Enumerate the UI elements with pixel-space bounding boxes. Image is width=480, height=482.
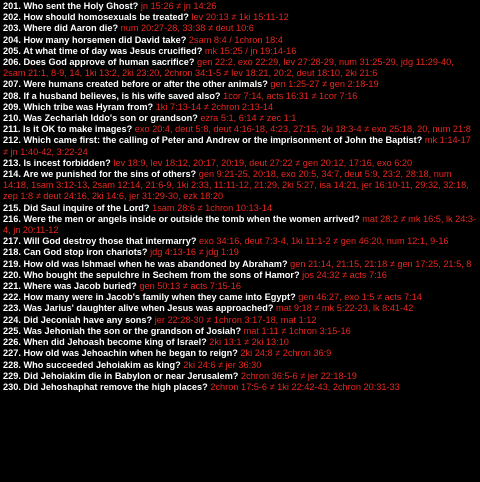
item-references: 2ki 13:1 ≠ 2ki 13:10 bbox=[209, 337, 289, 348]
item-references: exo 20:4, deut 5:8, deut 4:16-18, 4:23, 27:15, 2ki 18:3-4 ≠ exo 25:18, 20, num 21:8 bbox=[134, 124, 471, 135]
item-question: How should homosexuals be treated? bbox=[23, 12, 189, 23]
list-item bbox=[3, 326, 477, 337]
item-number: 202. bbox=[3, 12, 21, 23]
list-item bbox=[3, 281, 477, 292]
item-question: How old was Jehoachin when he began to reign? bbox=[23, 348, 238, 359]
item-question: At what time of day was Jesus crucified? bbox=[23, 45, 203, 56]
list-item bbox=[3, 236, 477, 247]
list-item bbox=[3, 292, 477, 303]
item-references: jer 22:28-30 ≠ 1chron 3:17-18, mat 1:12 bbox=[154, 314, 317, 325]
item-number: 214. bbox=[3, 169, 21, 180]
item-question: Where was Jacob buried? bbox=[23, 281, 137, 292]
list-item bbox=[3, 247, 477, 258]
item-question: Are we punished for the sins of others? bbox=[23, 169, 197, 180]
item-number: 226. bbox=[3, 337, 21, 348]
item-question: Is incest forbidden? bbox=[23, 157, 111, 168]
item-references: 2ki 24:6 ≠ jer 36:30 bbox=[183, 359, 262, 370]
item-question: Can God stop iron chariots? bbox=[23, 247, 148, 258]
item-question: Is it OK to make images? bbox=[22, 124, 133, 135]
list-item bbox=[3, 214, 477, 236]
item-references: gen 21:14, 21:15, 21:18 ≠ gen 17:25, 21:5, 8 bbox=[290, 258, 472, 269]
item-references: mat 28:2 ≠ mk 16:5, lk 24:3-4, jn 20:11-12 bbox=[3, 213, 477, 236]
item-references: exo 34:16, deut 7:3-4, 1ki 11:1-2 ≠ gen 46:20, num 12:1, 9-16 bbox=[199, 236, 449, 247]
item-question: Where did Aaron die? bbox=[23, 23, 119, 34]
item-number: 201. bbox=[3, 1, 21, 11]
item-question: Were the men or angels inside or outside the tomb when the women arrived? bbox=[23, 213, 360, 224]
item-question: Will God destroy those that intermarry? bbox=[23, 236, 197, 247]
list-item bbox=[3, 303, 477, 314]
item-question: Did Jehoshaphat remove the high places? bbox=[23, 381, 208, 392]
item-number: 230. bbox=[3, 381, 21, 392]
item-references: 1ki 7:13-14 ≠ 2chron 2:13-14 bbox=[155, 101, 274, 112]
list-item bbox=[3, 79, 477, 90]
item-number: 205. bbox=[3, 45, 21, 56]
item-references: gen 1:25-27 ≠ gen 2:18-19 bbox=[270, 79, 379, 90]
item-question: Who bought the sepulchre in Sechem from the sons of Hamor? bbox=[23, 269, 300, 280]
item-references: num 20:27-28, 33:38 ≠ deut 10:6 bbox=[120, 23, 254, 34]
item-number: 216. bbox=[3, 213, 21, 224]
item-number: 210. bbox=[3, 113, 21, 124]
list-item bbox=[3, 46, 477, 57]
item-question: Was Jarius' daughter alive when Jesus was approached? bbox=[23, 303, 274, 314]
item-references: 1cor 7:14, acts 16:31 ≠ 1cor 7:16 bbox=[223, 90, 358, 101]
item-references: jdg 4:13-16 ≠ jdg 1:19 bbox=[150, 247, 239, 258]
list-item bbox=[3, 102, 477, 113]
item-number: 206. bbox=[3, 57, 21, 68]
item-number: 219. bbox=[3, 258, 21, 269]
item-question: Which came first: the calling of Peter and Andrew or the imprisonment of John the Baptist? bbox=[23, 135, 423, 146]
item-number: 212. bbox=[3, 135, 21, 146]
item-references: ezra 5:1, 6:14 ≠ zec 1:1 bbox=[200, 113, 297, 124]
item-question: Who sent the Holy Ghost? bbox=[23, 1, 139, 11]
list-item bbox=[3, 124, 477, 135]
item-number: 222. bbox=[3, 292, 21, 303]
item-number: 211. bbox=[3, 124, 21, 135]
list-item bbox=[3, 169, 477, 203]
item-question: Did Jeconiah have any sons? bbox=[23, 314, 153, 325]
item-number: 204. bbox=[3, 34, 21, 45]
item-references: jos 24:32 ≠ acts 7:16 bbox=[302, 269, 387, 280]
list-item bbox=[3, 135, 477, 157]
item-question: When did Jehoash become king of Israel? bbox=[23, 337, 207, 348]
list-item bbox=[3, 382, 477, 393]
list-item bbox=[3, 337, 477, 348]
item-number: 221. bbox=[3, 281, 21, 292]
item-references: gen 50:13 ≠ acts 7:15-16 bbox=[139, 281, 241, 292]
item-question: Who succeeded Jehoiakim as king? bbox=[23, 359, 181, 370]
item-references: mk 1:14-17 ≠ jn 1:40-42, 3:22-24 bbox=[3, 135, 471, 157]
item-number: 215. bbox=[3, 202, 21, 213]
item-question: How many were in Jacob's family when they came into Egypt? bbox=[23, 292, 296, 303]
item-number: 225. bbox=[3, 325, 21, 336]
item-number: 207. bbox=[3, 79, 21, 90]
item-references: gen 9:21-25, 20:18, exo 20:5, 34:7, deut 5:9, 23:2, 28:18, num 14:18, 1sam 3:12-13, 2sam 12:14, 21:6-9, 1ki 2:33, 11:11-12, 21:29, 2ki 5:27, isa 14:21, jer 16:10-11, 29:32, 32:18, zep 1:8 ≠ deut 24:16, 2ki 14:6, jer 31:29-30, ezk 18:20 bbox=[3, 169, 469, 202]
item-references: gen 46:27, exo 1:5 ≠ acts 7:14 bbox=[298, 292, 422, 303]
item-question: How many horsemen did David take? bbox=[23, 34, 187, 45]
item-number: 229. bbox=[3, 370, 21, 381]
list-item bbox=[3, 91, 477, 102]
item-question: Were humans created before or after the other animals? bbox=[23, 79, 268, 90]
item-number: 220. bbox=[3, 269, 21, 280]
list-item bbox=[3, 270, 477, 281]
list-item bbox=[3, 348, 477, 359]
item-number: 217. bbox=[3, 236, 21, 247]
item-references: mat 1:11 ≠ 1chron 3:15-16 bbox=[243, 325, 351, 336]
item-references: lev 20:13 ≠ 1ki 15:11-12 bbox=[191, 12, 289, 23]
item-references: mat 9:18 ≠ mk 5:22-23, lk 8:41-42 bbox=[276, 303, 414, 314]
list-item bbox=[3, 35, 477, 46]
item-references: 2ki 24:8 ≠ 2chron 36:9 bbox=[240, 348, 332, 359]
list-item bbox=[3, 57, 477, 79]
item-number: 228. bbox=[3, 359, 21, 370]
list-item bbox=[3, 1, 477, 12]
item-question: Did Saul inquire of the Lord? bbox=[23, 202, 150, 213]
item-references: 2sam 8:4 / 1chron 18:4 bbox=[188, 34, 283, 45]
item-question: Was Jehoniah the son or the grandson of Josiah? bbox=[23, 325, 242, 336]
item-references: 1sam 28:6 ≠ 1chron 10:13-14 bbox=[152, 202, 273, 213]
item-references: lev 18:9, lev 18:12, 20:17, 20:19, deut 27:22 ≠ gen 20:12, 17:16, exo 6:20 bbox=[113, 157, 413, 168]
item-references: mk 15:25 / jn 19:14-16 bbox=[204, 45, 297, 56]
item-number: 209. bbox=[3, 101, 21, 112]
list-item bbox=[3, 360, 477, 371]
item-references: 2chron 36:5-6 ≠ jer 22:18-19 bbox=[240, 370, 357, 381]
list-item bbox=[3, 158, 477, 169]
list-item bbox=[3, 113, 477, 124]
item-number: 208. bbox=[3, 90, 21, 101]
item-question: Which tribe was Hyram from? bbox=[23, 101, 154, 112]
item-number: 224. bbox=[3, 314, 21, 325]
list-item bbox=[3, 203, 477, 214]
item-number: 203. bbox=[3, 23, 21, 34]
item-question: Does God approve of human sacrifice? bbox=[23, 57, 195, 68]
list-item bbox=[3, 23, 477, 34]
list-item bbox=[3, 315, 477, 326]
item-number: 213. bbox=[3, 157, 21, 168]
item-references: jn 15:26 ≠ jn 14:26 bbox=[140, 1, 217, 11]
item-question: Did Jehoiakim die in Babylon or near Jerusalem? bbox=[23, 370, 239, 381]
list-item bbox=[3, 259, 477, 270]
item-question: How old was Ishmael when he was abandoned by Abraham? bbox=[23, 258, 288, 269]
list-item bbox=[3, 371, 477, 382]
item-number: 223. bbox=[3, 303, 21, 314]
item-question: Was Zechariah Iddo's son or grandson? bbox=[23, 113, 198, 124]
item-references: gen 22:2, exo 22:29, lev 27:28-29, num 31:25-29, jdg 11:29-40, 2sam 21:1, 8-9, 14, 1ki 13:2, 2ki 23:20, 2chron 34:1-5 ≠ lev 18:21, 20:2, deut 18:10, 2ki 21:6 bbox=[3, 57, 454, 79]
item-number: 227. bbox=[3, 348, 21, 359]
item-references: 2chron 17:5-6 ≠ 1ki 22:42-43, 2chron 20:31-33 bbox=[210, 381, 400, 392]
item-number: 218. bbox=[3, 247, 21, 258]
list-item bbox=[3, 12, 477, 23]
item-question: If a husband believes, is his wife saved also? bbox=[23, 90, 221, 101]
